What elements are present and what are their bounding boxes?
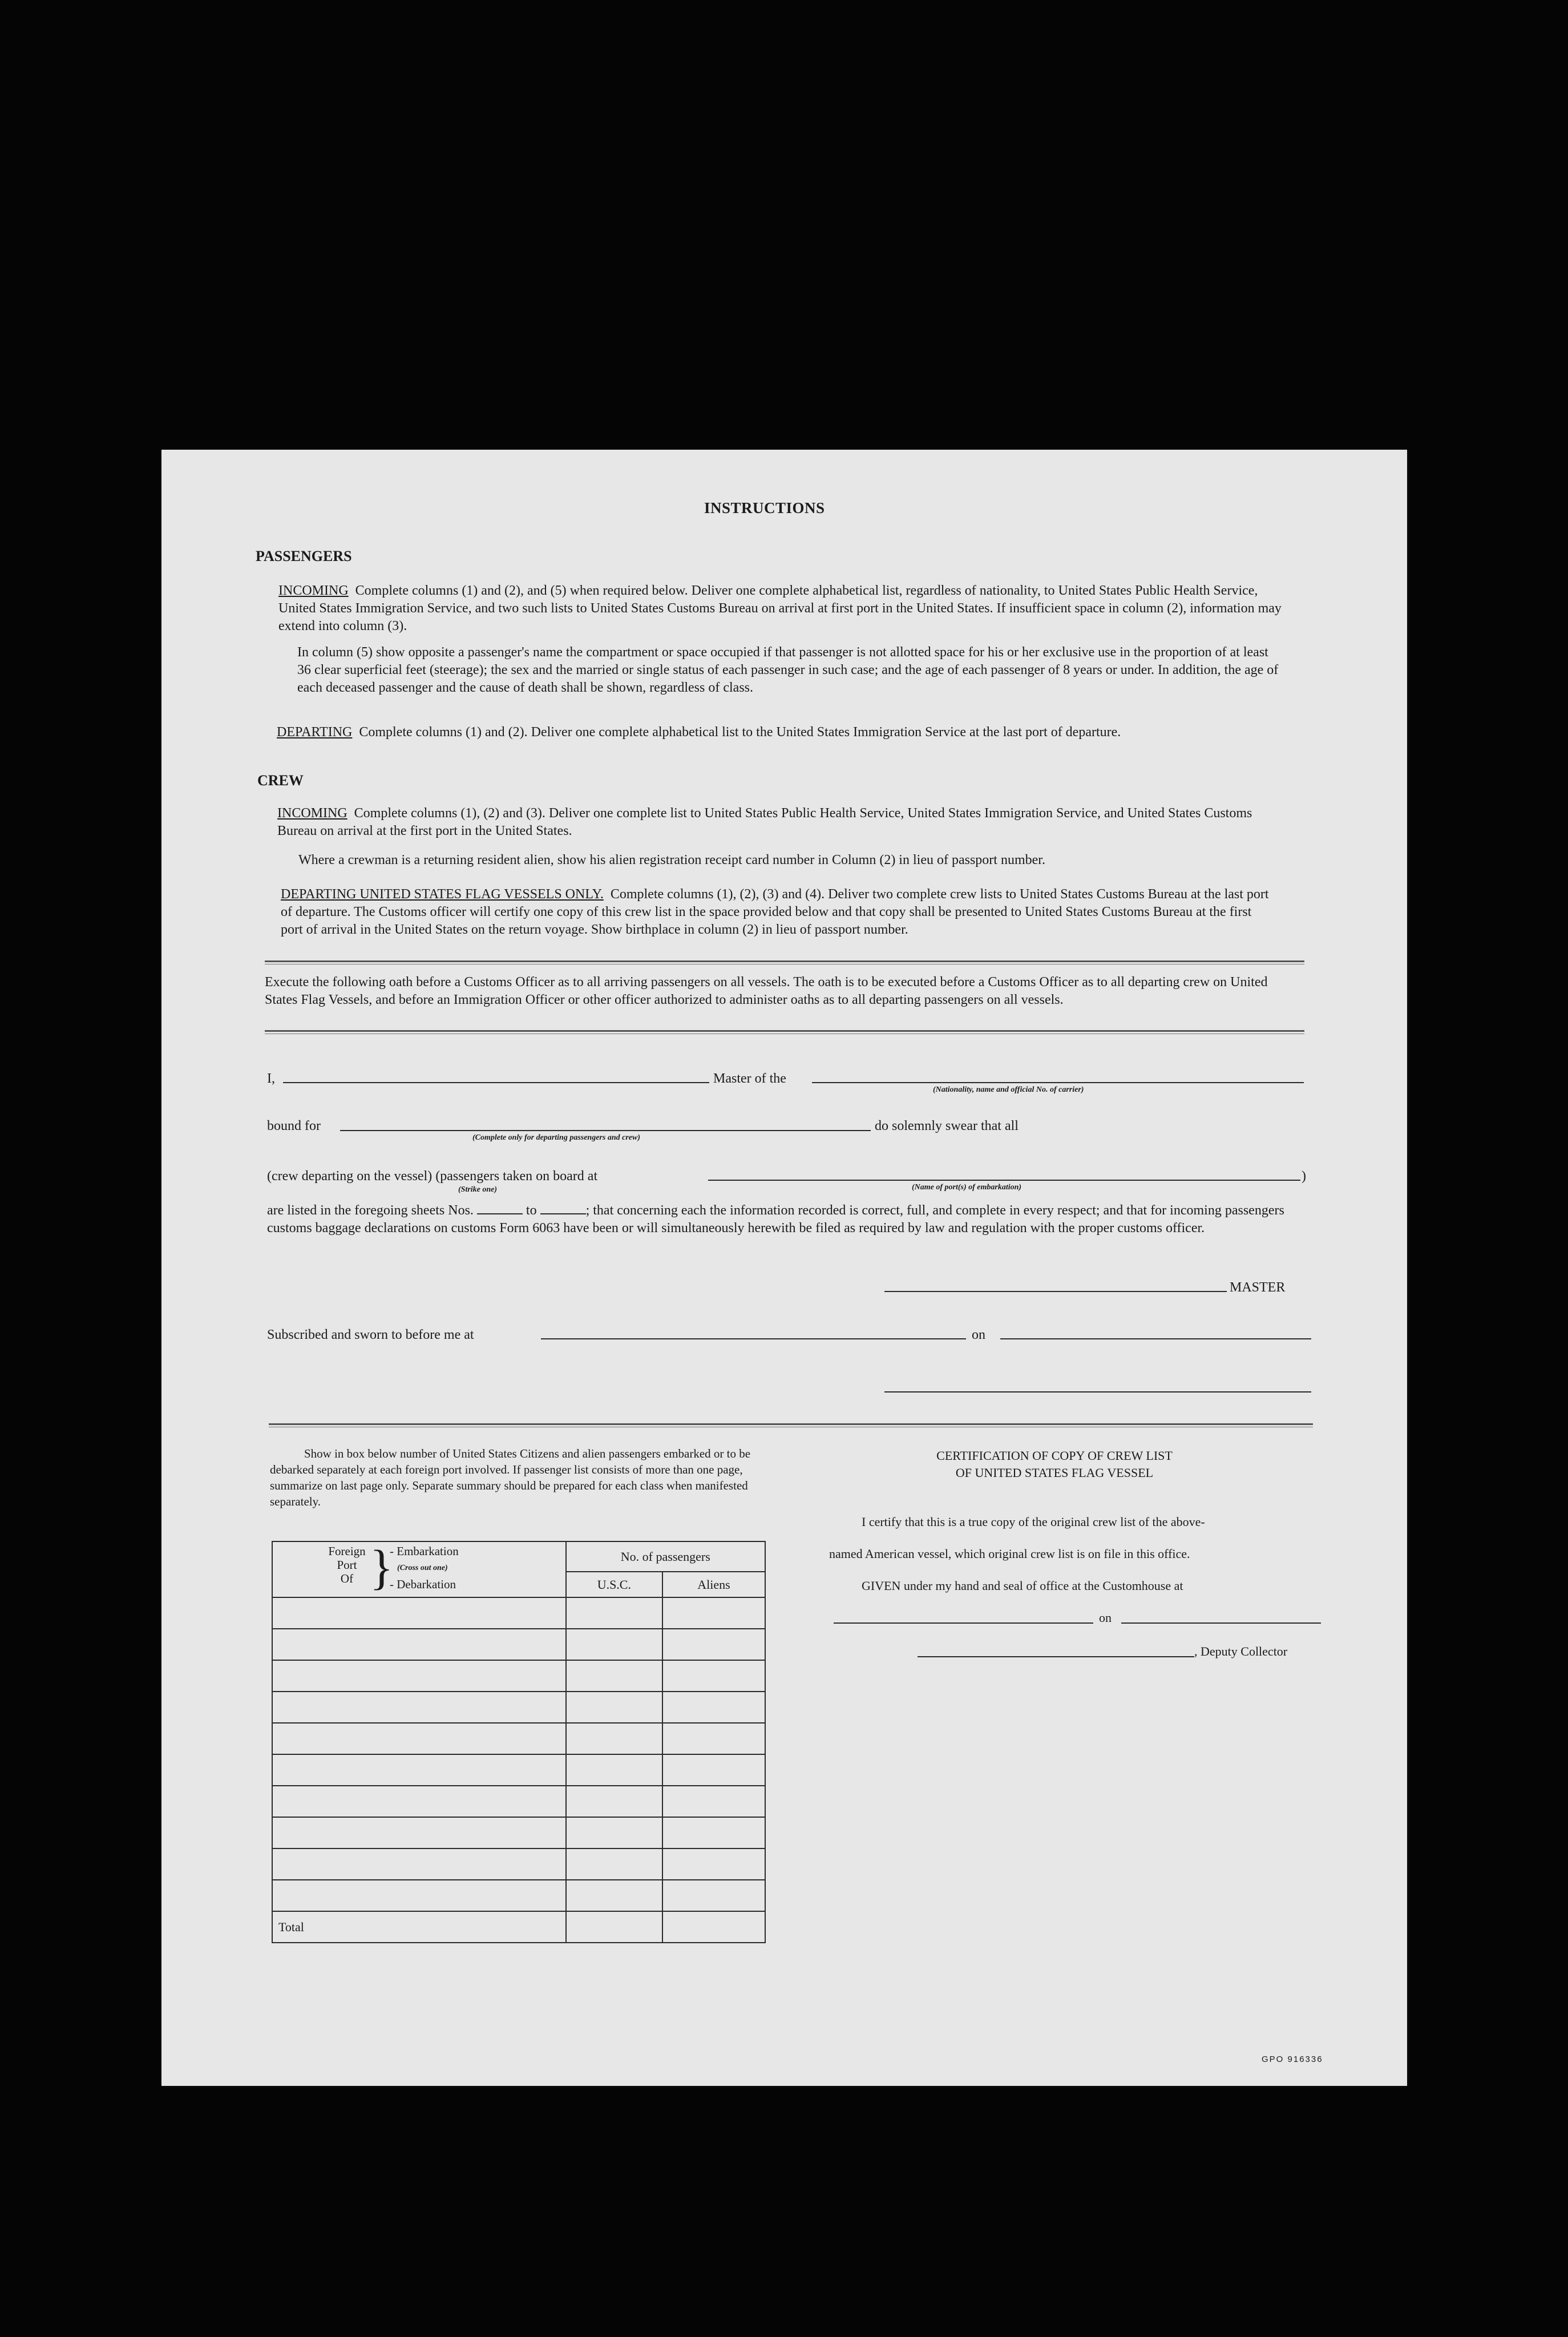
customhouse-field[interactable] bbox=[834, 1622, 1093, 1624]
usc-cell[interactable] bbox=[566, 1629, 662, 1660]
port-note: (Name of port(s) of embarkation) bbox=[912, 1183, 1022, 1192]
listed-text-c: respect; and that for incoming passengers customs baggage declarations on customs Form 6063 have been or will simultaneously herewith be bbox=[267, 1203, 1284, 1236]
of-label: Of bbox=[340, 1572, 354, 1585]
flag-vessels-label: DEPARTING UNITED STATES FLAG VESSELS ONLY. bbox=[281, 887, 604, 902]
crew-incoming-text: Complete columns (1), (2) and (3). Deliver one complete list to United States Public Health Service, United States Immigration Service, and United States Customs Bureau on arrival at the first port in the United States. bbox=[277, 806, 1252, 838]
usc-cell[interactable] bbox=[566, 1754, 662, 1786]
bound-for-note: (Complete only for departing passengers and crew) bbox=[472, 1133, 640, 1142]
crew-departing-label: (crew departing on the vessel) (passengers taken on board at bbox=[267, 1169, 598, 1184]
master-signature-field[interactable] bbox=[884, 1291, 1227, 1292]
usc-cell[interactable] bbox=[566, 1880, 662, 1911]
divider bbox=[265, 960, 1304, 964]
aliens-header: Aliens bbox=[662, 1572, 765, 1597]
oath-intro: Execute the following oath before a Customs Officer as to all arriving passengers on all vessels. The oath is to be executed before a Customs Officer as to all departing crew on United States Flag Vessels, and before an Immigration Officer or other officer authorized to administer oaths as to all departing passengers on all vessels. bbox=[265, 975, 1268, 1007]
close-paren: ) bbox=[1302, 1169, 1306, 1184]
table-row bbox=[272, 1817, 765, 1848]
crew-heading: CREW bbox=[257, 772, 304, 789]
certification-on-label: on bbox=[1099, 1611, 1112, 1625]
table-row bbox=[272, 1629, 765, 1660]
certification-date-field[interactable] bbox=[1121, 1622, 1321, 1624]
listed-text-d: filed as required by law and regulation with the proper customs officer. bbox=[815, 1221, 1205, 1236]
cross-out-note: (Cross out one) bbox=[397, 1564, 448, 1572]
deputy-collector-label: , Deputy Collector bbox=[1194, 1644, 1288, 1658]
aliens-cell[interactable] bbox=[662, 1880, 765, 1911]
total-usc-cell[interactable] bbox=[566, 1911, 662, 1943]
total-aliens-cell[interactable] bbox=[662, 1911, 765, 1943]
form-sheet bbox=[161, 450, 1407, 2086]
carrier-note: (Nationality, name and official No. of carrier) bbox=[933, 1085, 1084, 1094]
usc-cell[interactable] bbox=[566, 1786, 662, 1817]
usc-cell[interactable] bbox=[566, 1597, 662, 1629]
gpo-stamp: GPO 916336 bbox=[1262, 2055, 1323, 2064]
aliens-cell[interactable] bbox=[662, 1660, 765, 1692]
table-row bbox=[272, 1880, 765, 1911]
bound-for-field[interactable] bbox=[340, 1130, 871, 1131]
master-label: MASTER bbox=[1230, 1280, 1286, 1295]
aliens-cell[interactable] bbox=[662, 1817, 765, 1848]
master-of-label: Master of the bbox=[713, 1071, 786, 1086]
bound-for-label: bound for bbox=[267, 1119, 321, 1133]
embarkation-label: - Embarkation bbox=[390, 1544, 459, 1558]
table-row bbox=[272, 1692, 765, 1723]
carrier-field[interactable] bbox=[812, 1082, 1304, 1083]
crew-incoming-label: INCOMING bbox=[277, 806, 347, 821]
flag-vessels-paragraph bbox=[281, 886, 1276, 939]
certification-line2: named American vessel, which original crew list is on file in this office. bbox=[829, 1547, 1190, 1561]
table-row bbox=[272, 1848, 765, 1880]
listed-text-a: are listed in the foregoing sheets Nos. bbox=[267, 1203, 474, 1218]
usc-cell[interactable] bbox=[566, 1817, 662, 1848]
usc-cell[interactable] bbox=[566, 1660, 662, 1692]
departing-label: DEPARTING bbox=[277, 725, 353, 740]
divider bbox=[269, 1423, 1313, 1427]
master-name-field[interactable] bbox=[283, 1082, 709, 1083]
port-cell[interactable] bbox=[272, 1786, 566, 1817]
usc-header: U.S.C. bbox=[566, 1572, 662, 1597]
passengers-heading: PASSENGERS bbox=[256, 548, 352, 564]
flag-vessels-text: Complete columns (1), (2), (3) and (4). Deliver two complete crew lists to United States Customs Bureau at the last port of departure. The Customs officer will certify one copy of this crew list in the space provided below and that copy shall be presented to United States Customs Bureau at the first port of arrival in the United States on the return voyage. Show birthplace in column (2) in lieu of passport number. bbox=[281, 887, 1269, 937]
aliens-cell[interactable] bbox=[662, 1723, 765, 1754]
passenger-summary-table bbox=[272, 1541, 766, 1943]
listed-paragraph bbox=[267, 1202, 1306, 1237]
sworn-on-label: on bbox=[972, 1327, 985, 1342]
total-label: Total bbox=[272, 1911, 566, 1943]
passengers-incoming-paragraph bbox=[278, 582, 1283, 635]
aliens-cell[interactable] bbox=[662, 1597, 765, 1629]
subscribed-label: Subscribed and sworn to before me at bbox=[267, 1327, 474, 1342]
listed-text-b: ; that concerning each the information recorded is correct, full, and complete in every bbox=[585, 1203, 1054, 1218]
summary-intro: Show in box below number of United States Citizens and alien passengers embarked or to be debarked separately at each foreign port involved. If passenger list consists of more than one page, summarize on last page only. Separate summary should be prepared for each class when manifested separately. bbox=[270, 1447, 751, 1508]
table-header-row bbox=[272, 1541, 765, 1572]
oath-i-label: I, bbox=[267, 1071, 275, 1086]
sworn-date-field[interactable] bbox=[1000, 1338, 1311, 1339]
port-cell[interactable] bbox=[272, 1597, 566, 1629]
column5-paragraph: In column (5) show opposite a passenger's name the compartment or space occupied if that passenger is not allotted space for his or her exclusive use in the proportion of at least 36 clear superficial feet (steerage); the sex and the married or single status of each passenger in such case; and the age of each passenger of 8 years or under. In addition, the age of each deceased passenger and the cause of death shall be shown, regardless of class. bbox=[297, 645, 1279, 695]
total-row bbox=[272, 1911, 765, 1943]
form-title: INSTRUCTIONS bbox=[704, 499, 825, 516]
listed-to: to bbox=[526, 1203, 537, 1218]
usc-cell[interactable] bbox=[566, 1692, 662, 1723]
port-cell[interactable] bbox=[272, 1660, 566, 1692]
no-passengers-header: No. of passengers bbox=[566, 1541, 765, 1572]
certification-title bbox=[818, 1447, 1291, 1482]
debarkation-label: - Debarkation bbox=[390, 1577, 456, 1591]
divider bbox=[265, 1030, 1304, 1034]
port-cell[interactable] bbox=[272, 1817, 566, 1848]
port-label: Port bbox=[337, 1558, 357, 1572]
table-row bbox=[272, 1723, 765, 1754]
aliens-cell[interactable] bbox=[662, 1848, 765, 1880]
port-header-cell bbox=[272, 1541, 566, 1597]
departing-text: Complete columns (1) and (2). Deliver one complete alphabetical list to the United States Immigration Service at the last port of departure. bbox=[359, 725, 1121, 740]
aliens-cell[interactable] bbox=[662, 1754, 765, 1786]
incoming-label: INCOMING bbox=[278, 583, 349, 598]
port-cell[interactable] bbox=[272, 1692, 566, 1723]
port-cell[interactable] bbox=[272, 1629, 566, 1660]
swear-label: do solemnly swear that all bbox=[875, 1119, 1019, 1133]
table-row bbox=[272, 1660, 765, 1692]
crew-incoming-paragraph bbox=[277, 805, 1276, 840]
port-cell[interactable] bbox=[272, 1880, 566, 1911]
certification-line3: GIVEN under my hand and seal of office at the Customhouse at bbox=[862, 1579, 1183, 1593]
aliens-cell[interactable] bbox=[662, 1629, 765, 1660]
table-row bbox=[272, 1786, 765, 1817]
strike-note: (Strike one) bbox=[458, 1185, 498, 1194]
brace-icon: } bbox=[370, 1540, 394, 1595]
embarkation-port-field[interactable] bbox=[708, 1180, 1300, 1181]
sheet-to-field[interactable] bbox=[540, 1203, 586, 1214]
table-row bbox=[272, 1754, 765, 1786]
port-cell[interactable] bbox=[272, 1723, 566, 1754]
port-cell[interactable] bbox=[272, 1754, 566, 1786]
certification-line1: I certify that this is a true copy of the original crew list of the above- bbox=[862, 1515, 1205, 1529]
crewman-paragraph: Where a crewman is a returning resident alien, show his alien registration receipt card number in Column (2) in lieu of passport number. bbox=[298, 853, 1045, 867]
aliens-cell[interactable] bbox=[662, 1692, 765, 1723]
table-row bbox=[272, 1597, 765, 1629]
passengers-departing-paragraph bbox=[277, 724, 1281, 741]
aliens-cell[interactable] bbox=[662, 1786, 765, 1817]
usc-cell[interactable] bbox=[566, 1848, 662, 1880]
incoming-text: Complete columns (1) and (2), and (5) when required below. Deliver one complete alphabetical list, regardless of nationality, to United States Public Health Service, United States Immigration Service, and two such lists to United States Customs Bureau on arrival at first port in the United States. If insufficient space in column (2), information may extend into column (3). bbox=[278, 583, 1282, 633]
sheet-from-field[interactable] bbox=[477, 1203, 523, 1214]
port-cell[interactable] bbox=[272, 1848, 566, 1880]
officer-signature-field[interactable] bbox=[884, 1391, 1311, 1392]
foreign-label: Foreign bbox=[328, 1544, 366, 1558]
usc-cell[interactable] bbox=[566, 1723, 662, 1754]
certification-title-line1: CERTIFICATION OF COPY OF CREW LIST bbox=[936, 1448, 1173, 1463]
deputy-collector-signature-field[interactable] bbox=[918, 1656, 1194, 1657]
sworn-place-field[interactable] bbox=[541, 1338, 966, 1339]
port-labels bbox=[327, 1544, 367, 1585]
certification-title-line2: OF UNITED STATES FLAG VESSEL bbox=[955, 1466, 1154, 1480]
